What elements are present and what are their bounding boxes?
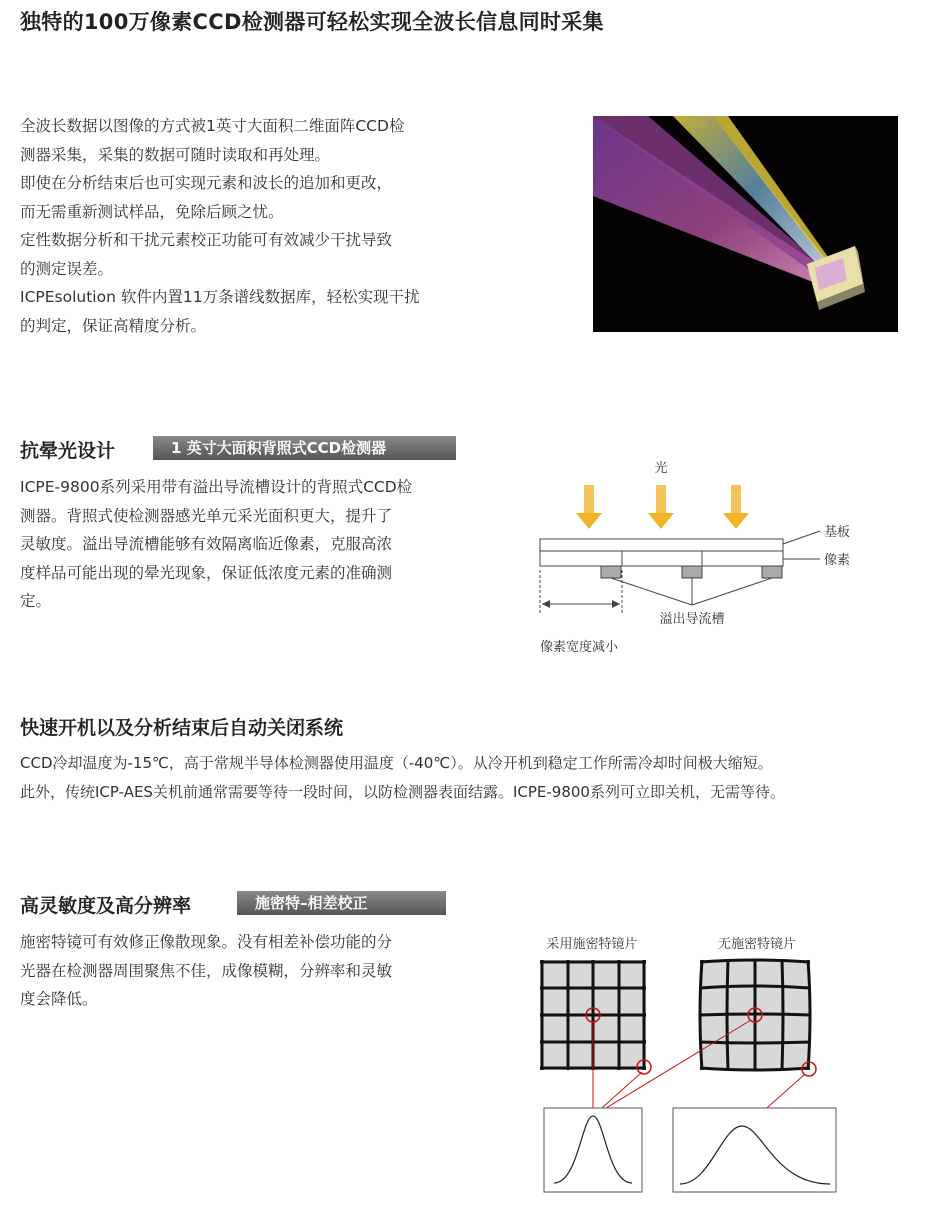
section4-text — [20, 928, 470, 1014]
section3-line: 此外，传统ICP-AES关机前通常需要等待一段时间，以防检测器表面结露。ICPE-9800系列可立即关机，无需等待。 — [20, 782, 785, 801]
ccd-structure-diagram — [530, 455, 870, 660]
substrate-label: 基板 — [824, 525, 851, 540]
section3-title: 快速开机以及分析结束后自动关闭系统 — [20, 717, 344, 739]
light-arrow-icon — [576, 485, 602, 529]
light-arrow-icon — [648, 485, 674, 529]
section1-line: 测器采集，采集的数据可随时读取和再处理。 — [20, 145, 331, 164]
page-title: 独特的100万像素CCD检测器可轻松实现全波长信息同时采集 — [20, 10, 604, 34]
with-lens-label: 采用施密特镜片 — [546, 937, 638, 952]
section4-line: 光器在检测器周围聚焦不佳，成像模糊，分辨率和灵敏 — [20, 961, 393, 980]
section4-line: 度会降低。 — [20, 990, 98, 1008]
section1-line: 而无需重新测试样品，免除后顾之忧。 — [20, 202, 284, 221]
section4-title: 高灵敏度及高分辨率 — [20, 895, 192, 917]
schmidt-correction-diagram — [530, 930, 850, 1200]
section1-line: 定性数据分析和干扰元素校正功能可有效减少干扰导致 — [20, 231, 393, 249]
section1-text — [20, 112, 470, 340]
light-label: 光 — [654, 461, 668, 476]
broad-peak-box — [673, 1108, 836, 1192]
section1-line: ICPEsolution 软件内置11万条谱线数据库，轻松实现干扰 — [20, 288, 420, 306]
section2-line: 定。 — [20, 592, 52, 610]
section2-text — [20, 473, 470, 616]
distorted-grid — [700, 960, 810, 1070]
pixel-label: 像素 — [824, 553, 851, 568]
section2-title: 抗晕光设计 — [20, 440, 116, 462]
section2-line: 灵敏度。溢出导流槽能够有效隔离临近像素，克服高浓 — [20, 535, 393, 553]
section3-text — [20, 749, 920, 806]
pixel-width-label: 像素宽度减小 — [540, 640, 619, 655]
section2-line: 测器。背照式使检测器感光单元采光面积更大，提升了 — [20, 506, 393, 525]
section1-line: 全波长数据以图像的方式被1英寸大面积二维面阵CCD检 — [20, 117, 405, 135]
sharp-peak-box — [544, 1108, 642, 1192]
section1-line: 的测定误差。 — [20, 259, 114, 278]
without-lens-label: 无施密特镜片 — [717, 937, 797, 952]
light-arrow-icon — [723, 485, 749, 529]
section3-line: CCD冷却温度为-15℃，高于常规半导体检测器使用温度（-40℃）。从冷开机到稳定工作所需冷却时间极大缩短。 — [20, 754, 773, 772]
overflow-drain-label: 溢出导流槽 — [659, 612, 725, 627]
section4-line: 施密特镜可有效修正像散现象。没有相差补偿功能的分 — [20, 933, 393, 951]
section2-line: ICPE-9800系列采用带有溢出导流槽设计的背照式CCD检 — [20, 478, 413, 496]
section1-line: 即使在分析结束后也可实现元素和波长的追加和更改， — [20, 174, 393, 192]
section4-badge: 施密特–相差校正 — [237, 891, 446, 915]
section2-line: 度样品可能出现的晕光现象，保证低浓度元素的准确测 — [20, 563, 393, 582]
section2-badge: 1 英寸大面积背照式CCD检测器 — [153, 436, 456, 460]
ccd-beam-image — [593, 116, 898, 332]
section1-line: 的判定，保证高精度分析。 — [20, 316, 207, 335]
